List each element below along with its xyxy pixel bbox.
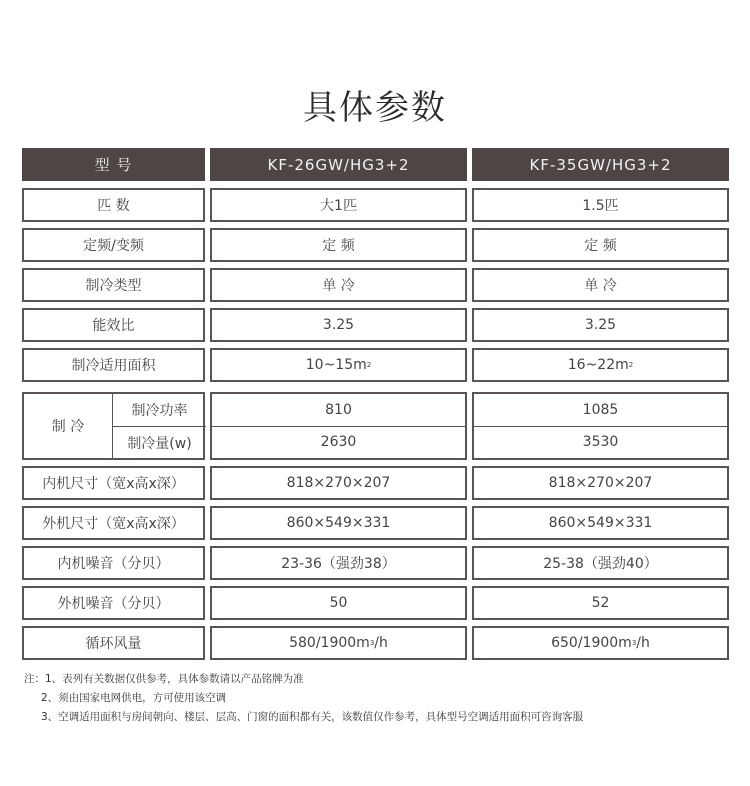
cooling-value: 810 — [212, 394, 465, 427]
row-label: 外机尺寸（宽x高x深） — [22, 506, 205, 540]
row-value-b: 单 冷 — [472, 268, 729, 302]
note-line: 3、空调适用面积与房间朝向、楼层、层高、门窗的面积都有关，该数值仅作参考，具体型号空调适用面积可咨询客服 — [41, 711, 584, 723]
row-value-a: 50 — [210, 586, 467, 620]
header-label: 型 号 — [22, 148, 205, 181]
row-value-a: 大1匹 — [210, 188, 467, 222]
row-value-b: 16~22m 2 — [472, 348, 729, 382]
cooling-values-a — [210, 392, 467, 460]
row-label: 内机尺寸（宽x高x深） — [22, 466, 205, 500]
row-value-b: 定 频 — [472, 228, 729, 262]
page-title: 具体参数 — [303, 88, 447, 128]
cooling-values-b — [472, 392, 729, 460]
row-label: 制冷类型 — [22, 268, 205, 302]
row-value-b: 860×549×331 — [472, 506, 729, 540]
note-line: 2、须由国家电网供电，方可使用该空调 — [41, 692, 227, 704]
header-model-a: KF-26GW/HG3+2 — [210, 148, 467, 181]
header-model-b: KF-35GW/HG3+2 — [472, 148, 729, 181]
row-value-a: 3.25 — [210, 308, 467, 342]
row-label: 匹 数 — [22, 188, 205, 222]
notes — [24, 670, 583, 727]
row-value-b: 25-38（强劲40） — [472, 546, 729, 580]
cooling-sub-labels — [112, 394, 206, 458]
row-label: 外机噪音（分贝） — [22, 586, 205, 620]
row-value-b: 3.25 — [472, 308, 729, 342]
row-value-a: 860×549×331 — [210, 506, 467, 540]
row-label: 定频/变频 — [22, 228, 205, 262]
row-label: 循环风量 — [22, 626, 205, 660]
cooling-group — [22, 392, 205, 460]
row-value-a: 580/1900m 3 /h — [210, 626, 467, 660]
row-label: 能效比 — [22, 308, 205, 342]
cooling-sub-label: 制冷量(w) — [127, 436, 192, 452]
row-label: 制冷适用面积 — [22, 348, 205, 382]
row-label: 内机噪音（分贝） — [22, 546, 205, 580]
row-value-a: 23-36（强劲38） — [210, 546, 467, 580]
cooling-sub-label: 制冷功率 — [113, 394, 206, 427]
row-value-b: 52 — [472, 586, 729, 620]
cooling-group-label: 制 冷 — [51, 419, 85, 435]
row-value-a: 定 频 — [210, 228, 467, 262]
row-value-b: 818×270×207 — [472, 466, 729, 500]
row-value-a: 10~15m 2 — [210, 348, 467, 382]
row-value-a: 818×270×207 — [210, 466, 467, 500]
cooling-value: 1085 — [474, 394, 727, 427]
row-value-b: 1.5匹 — [472, 188, 729, 222]
row-value-b: 650/1900m 3 /h — [472, 626, 729, 660]
cooling-value: 3530 — [582, 434, 619, 451]
cooling-value: 2630 — [320, 434, 357, 451]
row-value-a: 单 冷 — [210, 268, 467, 302]
note-line: 注：1、表列有关数据仅供参考，具体参数请以产品铭牌为准 — [24, 673, 304, 685]
